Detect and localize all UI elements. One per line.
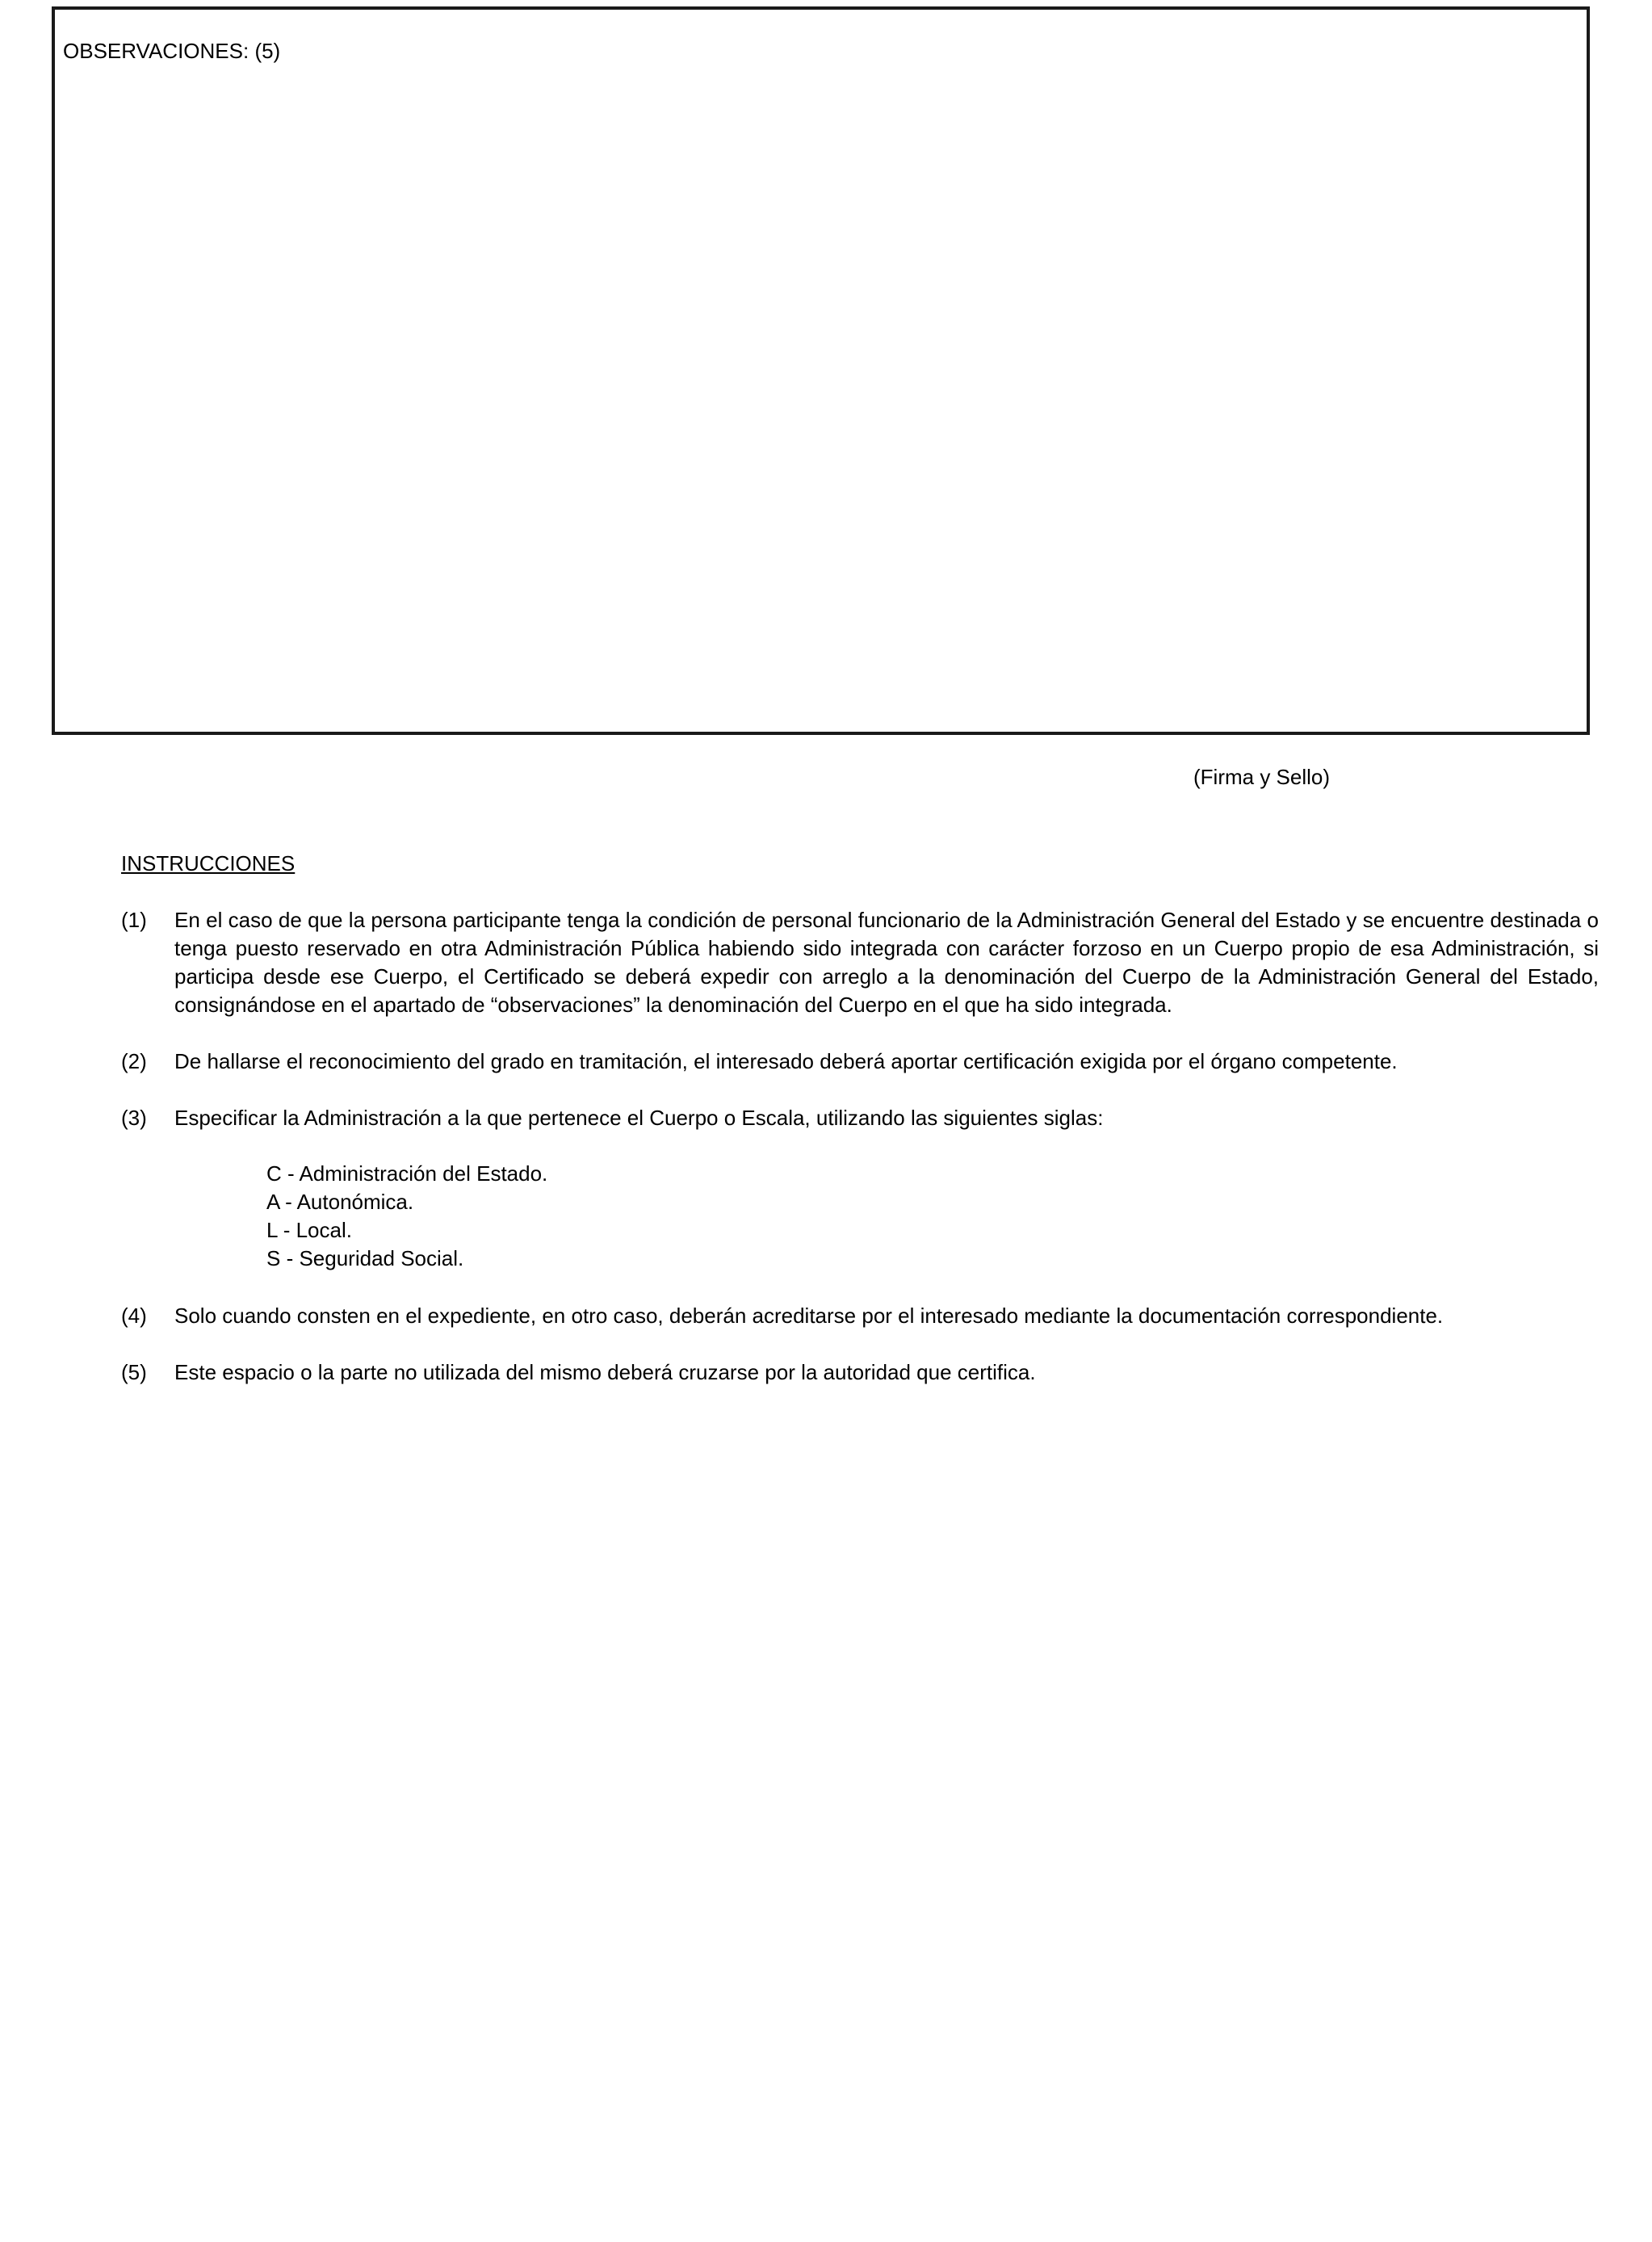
instruction-note-3 xyxy=(121,1104,1599,1132)
observaciones-box[interactable] xyxy=(52,6,1590,735)
siglas-list xyxy=(266,1160,547,1273)
note-number: (2) xyxy=(121,1049,147,1073)
note-text: Solo cuando consten en el expediente, en otro caso, deberán acreditarse por el interesado mediante la documentación correspondiente. xyxy=(174,1304,1444,1328)
note-text: En el caso de que la persona participante tenga la condición de personal funcionario de la Administración General del Estado y se encuentre destinada o tenga puesto reservado en otra Administración Pública habiendo sido integrada con carácter forzoso en un Cuerpo propio de esa Administración, si participa desde ese Cuerpo, el Certificado se deberá expedir con arreglo a la denominación del Cuerpo de la Administración General del Estado, consignándose en el apartado de “observaciones” la denominación del Cuerpo en el que ha sido integrada. xyxy=(174,908,1599,1017)
note-text: Este espacio o la parte no utilizada del mismo deberá cruzarse por la autoridad que certifica. xyxy=(174,1360,1036,1384)
sigla-item: A - Autonómica. xyxy=(266,1190,414,1214)
note-number: (3) xyxy=(121,1106,147,1130)
firma-y-sello-label: (Firma y Sello) xyxy=(1193,765,1331,789)
instruction-note-5 xyxy=(121,1358,1599,1387)
note-number: (1) xyxy=(121,908,147,932)
note-text: Especificar la Administración a la que pertenece el Cuerpo o Escala, utilizando las siguientes siglas: xyxy=(174,1106,1104,1130)
observaciones-label: OBSERVACIONES: (5) xyxy=(63,39,281,63)
sigla-item: S - Seguridad Social. xyxy=(266,1246,464,1270)
sigla-item: L - Local. xyxy=(266,1218,352,1242)
note-number: (5) xyxy=(121,1360,147,1384)
note-number: (4) xyxy=(121,1304,147,1328)
instruction-note-2 xyxy=(121,1048,1599,1076)
sigla-item: C - Administración del Estado. xyxy=(266,1161,548,1186)
note-text: De hallarse el reconocimiento del grado en tramitación, el interesado deberá aportar certificación exigida por el órgano competente. xyxy=(174,1049,1398,1073)
instrucciones-title: INSTRUCCIONES xyxy=(121,851,296,875)
instruction-note-4 xyxy=(121,1302,1599,1330)
instruction-note-1 xyxy=(121,906,1599,1019)
